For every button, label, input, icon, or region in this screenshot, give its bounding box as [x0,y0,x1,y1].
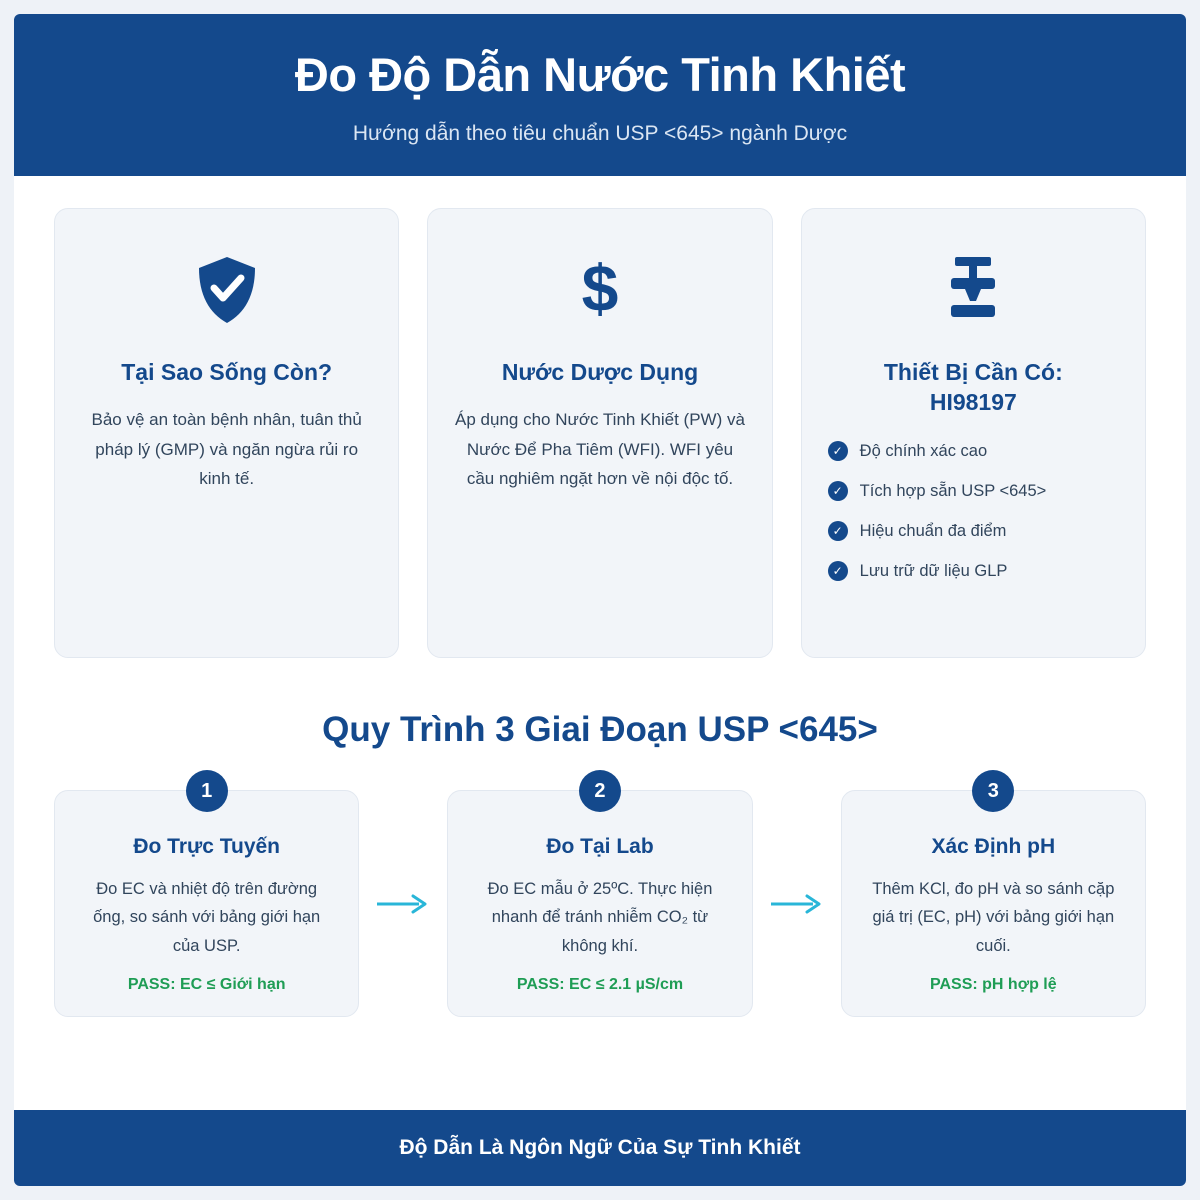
step-title: Đo Tại Lab [546,835,654,859]
check-icon: ✓ [828,521,848,541]
svg-text:$: $ [581,253,619,326]
list-item-label: Tích hợp sẵn USP <645> [859,481,1047,500]
info-card-row [54,208,1146,658]
device-model: HI98197 [929,389,1017,416]
info-card-title: Thiết Bị Cần Có: HI98197 [883,359,1063,416]
page-subtitle: Hướng dẫn theo tiêu chuẩn USP <645> ngành Dược [352,122,848,146]
list-item [828,480,1119,503]
info-card-title: Tại Sao Sống Còn? [121,359,333,386]
process-step-1 [54,779,359,1017]
check-icon: ✓ [828,441,848,461]
list-item-label: Lưu trữ dữ liệu GLP [859,562,1008,581]
info-card-why-critical [54,208,399,658]
step-text: Thêm KCl, đo pH và so sánh cặp giá trị (EC, pH) với bảng giới hạn cuối. [872,880,1115,955]
shield-check-icon [197,247,257,333]
step-pass-criteria: PASS: EC ≤ 2.1 µS/cm [516,976,684,994]
step-number-badge: 2 [579,770,621,812]
step-title: Xác Định pH [931,835,1056,859]
check-icon: ✓ [828,561,848,581]
list-item [828,520,1119,543]
page-title: Đo Độ Dẫn Nước Tinh Khiết [294,48,906,101]
content-body [14,176,1186,1110]
footer-banner: Độ Dẫn Là Ngôn Ngữ Của Sự Tinh Khiết [14,1110,1186,1186]
step-number-badge: 1 [186,770,228,812]
step-text: Đo EC mẫu ở 25ºC. Thực hiện nhanh để tránh nhiễm CO₂ từ không khí. [487,880,713,955]
info-card-pharma-water [427,208,772,658]
bottom-spacer [54,1017,1146,1051]
equipment-feature-list [828,440,1119,600]
step-title: Đo Trực Tuyến [133,835,280,859]
info-card-text: Áp dụng cho Nước Tinh Khiết (PW) và Nước Để Pha Tiêm (WFI). WFI yêu cầu nghiêm ngặt hơn về nội độc tố. [455,410,745,488]
meter-device-icon [941,247,1005,333]
arrow-right-icon [359,790,447,1017]
list-item-label: Hiệu chuẩn đa điểm [859,521,1007,540]
process-step-row [54,779,1146,1017]
arrow-right-icon [753,790,841,1017]
dollar-sign-icon [570,247,630,333]
list-item [828,440,1119,463]
process-step-3 [841,779,1146,1017]
infographic-sheet [14,14,1186,1186]
step-pass-criteria: PASS: pH hợp lệ [930,976,1057,994]
info-card-equipment [801,208,1146,658]
step-pass-criteria: PASS: EC ≤ Giới hạn [127,976,286,994]
list-item-label: Độ chính xác cao [859,441,988,460]
header-banner [14,14,1186,176]
check-icon: ✓ [828,481,848,501]
step-number-badge: 3 [972,770,1014,812]
info-card-title: Nước Dược Dụng [501,359,699,386]
info-card-text: Bảo vệ an toàn bệnh nhân, tuân thủ pháp lý (GMP) và ngăn ngừa rủi ro kinh tế. [91,410,362,488]
step-text: Đo EC và nhiệt độ trên đường ống, so sánh với bảng giới hạn của USP. [93,880,321,955]
process-section-title: Quy Trình 3 Giai Đoạn USP <645> [322,710,878,750]
process-step-2 [447,779,752,1017]
list-item [828,560,1119,583]
